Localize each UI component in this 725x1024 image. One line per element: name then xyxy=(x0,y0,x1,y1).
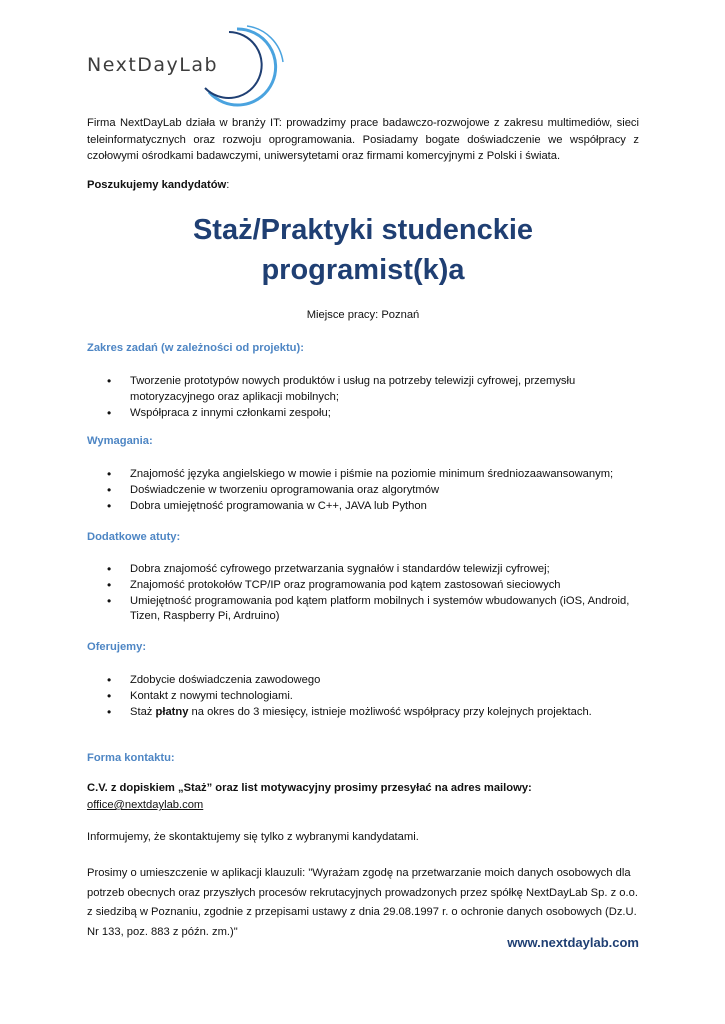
seeking-candidates xyxy=(87,179,229,191)
nextdaylab-logo xyxy=(87,18,297,108)
list-item: • Znajomość protokołów TCP/IP oraz programowania pod kątem zastosowań sieciowych xyxy=(87,578,639,594)
contact-heading: Forma kontaktu: xyxy=(87,752,175,764)
paid-suffix: na okres do 3 miesięcy, istnieje możliwość współpracy przy kolejnych projektach. xyxy=(188,705,592,718)
seeking-label: Poszukujemy kandydatów xyxy=(87,179,227,191)
list-item: • Umiejętność programowania pod kątem platform mobilnych i systemów wbudowanych (iOS, Android, Tizen, Raspberry Pi, Ardruino) xyxy=(87,594,639,626)
offer-list xyxy=(87,673,639,720)
job-title xyxy=(87,210,639,290)
list-item: • Doświadczenie w tworzeniu oprogramowania oraz algorytmów xyxy=(87,483,639,499)
work-location: Miejsce pracy: Poznań xyxy=(306,309,420,321)
logo-graphic xyxy=(87,18,297,108)
paid-bold: płatny xyxy=(155,705,189,718)
list-item: • Znajomość języka angielskiego w mowie i piśmie na poziomie minimum średniozaawansowanym; xyxy=(87,467,639,483)
list-item: • Współpraca z innymi członkami zespołu; xyxy=(87,406,639,422)
seeking-colon: : xyxy=(226,179,230,191)
list-item: • Zdobycie doświadczenia zawodowego xyxy=(87,673,639,689)
list-item: • Kontakt z nowymi technologiami. xyxy=(87,689,639,705)
email-link[interactable]: office@nextdaylab.com xyxy=(87,799,204,811)
requirements-heading: Wymagania: xyxy=(87,435,153,447)
logo-text: NextDayLab xyxy=(87,54,219,76)
inform-note: Informujemy, że skontaktujemy się tylko z wybranymi kandydatami. xyxy=(87,831,419,843)
paid-prefix: Staż xyxy=(130,705,156,718)
job-title-line-2: programist(k)a xyxy=(261,254,465,286)
company-intro: Firma NextDayLab działa w branży IT: prowadzimy prace badawczo-rozwojowe z zakresu multimediów, sieci teleinformatycznych oraz rozwoju oprogramowania. Posiadamy bogate doświadczenie we współpracy z czołowymi ośrodkami badawczymi, uniwersytetami oraz firmami komercyjnymi z Polski i świata. xyxy=(87,117,639,162)
website-link[interactable]: www.nextdaylab.com xyxy=(507,935,639,950)
extras-list xyxy=(87,562,639,625)
offer-heading: Oferujemy: xyxy=(87,641,147,653)
contact-instruction: C.V. z dopiskiem „Staż” oraz list motywacyjny prosimy przesyłać na adres mailowy: xyxy=(87,782,532,794)
list-item: • Dobra znajomość cyfrowego przetwarzania sygnałów i standardów telewizji cyfrowej; xyxy=(87,562,639,578)
list-item: • Tworzenie prototypów nowych produktów i usług na potrzeby telewizji cyfrowej, przemysłu motoryzacyjnego oraz aplikacji mobilnych; xyxy=(87,374,639,406)
tasks-list xyxy=(87,374,639,421)
job-title-line-1: Staż/Praktyki studenckie xyxy=(192,214,534,246)
paid-internship-item xyxy=(87,705,639,721)
extras-heading: Dodatkowe atuty: xyxy=(87,531,181,543)
requirements-list xyxy=(87,467,639,514)
tasks-heading: Zakres zadań (w zależności od projektu): xyxy=(87,342,304,354)
list-item: • Dobra umiejętność programowania w C++, JAVA lub Python xyxy=(87,499,639,515)
gdpr-clause: Prosimy o umieszczenie w aplikacji klauzuli: "Wyrażam zgodę na przetwarzanie moich danych osobowych dla potrzeb obecnych oraz przyszłych procesów rekrutacyjnych prowadzonych przez spółkę NextDayLab Sp. z o.o. z siedzibą w Poznaniu, zgodnie z przepisami ustawy z dnia 29.08.1997 r. o ochronie danych osobowych (Dz.U. Nr 133, poz. 883 z późn. zm.)" xyxy=(87,867,638,938)
